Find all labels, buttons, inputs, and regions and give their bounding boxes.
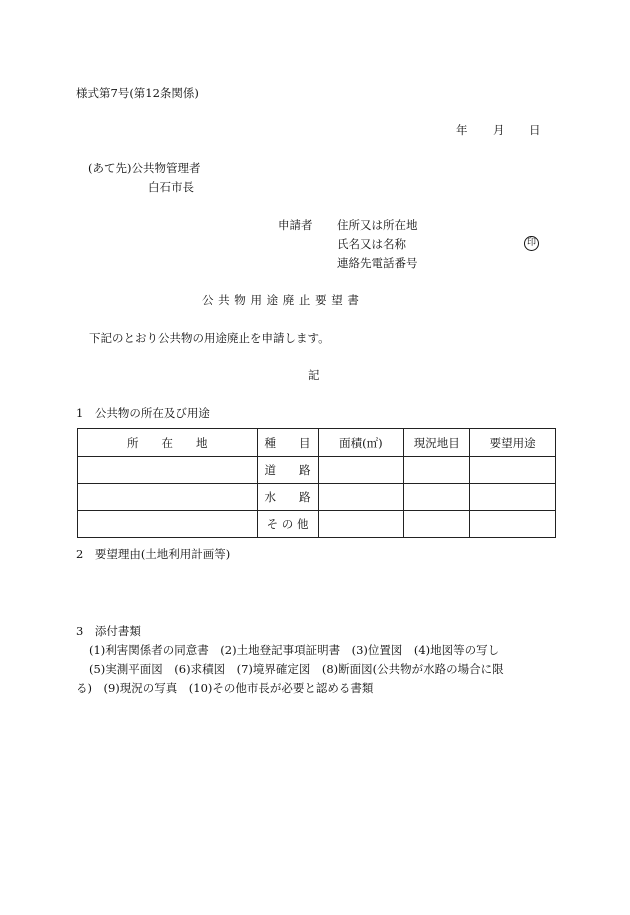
document-title: 公 共 物 用 途 廃 止 要 望 書	[202, 293, 360, 307]
attachments-line3: る) (9)現況の写真 (10)その他市長が必要と認める書類	[76, 681, 374, 695]
header-location: 所 在 地	[78, 429, 258, 457]
table-row	[78, 457, 556, 484]
date-year: 年	[456, 123, 468, 137]
table-row	[78, 484, 556, 511]
cell-area[interactable]	[318, 484, 404, 511]
ki-heading: 記	[308, 368, 320, 382]
attachments-line2: (5)実測平面図 (6)求積図 (7)境界確定図 (8)断面図(公共物が水路の場合に限	[89, 662, 504, 676]
cell-requested-use[interactable]	[470, 457, 556, 484]
attachments-line1: (1)利害関係者の同意書 (2)土地登記事項証明書 (3)位置図 (4)地図等の写し	[89, 643, 500, 657]
cell-current-use[interactable]	[404, 484, 470, 511]
section3-heading: 3 添付書類	[76, 624, 141, 638]
section1-heading: 1 公共物の所在及び用途	[76, 406, 210, 420]
phone-label: 連絡先電話番号	[337, 256, 418, 270]
cell-current-use[interactable]	[404, 511, 470, 538]
section2-heading: 2 要望理由(土地利用計画等)	[76, 547, 231, 561]
date-day: 日	[529, 123, 541, 137]
table-header-row	[78, 429, 556, 457]
header-current-use: 現況地目	[404, 429, 470, 457]
cell-location[interactable]	[78, 511, 258, 538]
cell-kind: 道 路	[257, 457, 318, 484]
addressee-line2: 白石市長	[148, 180, 194, 194]
cell-kind: 水 路	[257, 484, 318, 511]
seal-mark: 印	[524, 236, 539, 251]
property-table	[77, 428, 556, 538]
header-requested-use: 要望用途	[470, 429, 556, 457]
cell-area[interactable]	[318, 457, 404, 484]
cell-requested-use[interactable]	[470, 511, 556, 538]
cell-location[interactable]	[78, 457, 258, 484]
table-row	[78, 511, 556, 538]
date-month: 月	[493, 123, 505, 137]
cell-area[interactable]	[318, 511, 404, 538]
header-kind: 種 目	[257, 429, 318, 457]
form-number: 様式第7号(第12条関係)	[76, 86, 199, 100]
applicant-label: 申請者	[278, 218, 313, 232]
cell-kind: そ の 他	[257, 511, 318, 538]
cell-location[interactable]	[78, 484, 258, 511]
intro-text: 下記のとおり公共物の用途廃止を申請します。	[89, 331, 330, 345]
addressee-line1: (あて先)公共物管理者	[88, 161, 201, 175]
header-area: 面積(㎡)	[318, 429, 404, 457]
cell-requested-use[interactable]	[470, 484, 556, 511]
address-label: 住所又は所在地	[337, 218, 418, 232]
name-label: 氏名又は名称	[337, 237, 406, 251]
cell-current-use[interactable]	[404, 457, 470, 484]
